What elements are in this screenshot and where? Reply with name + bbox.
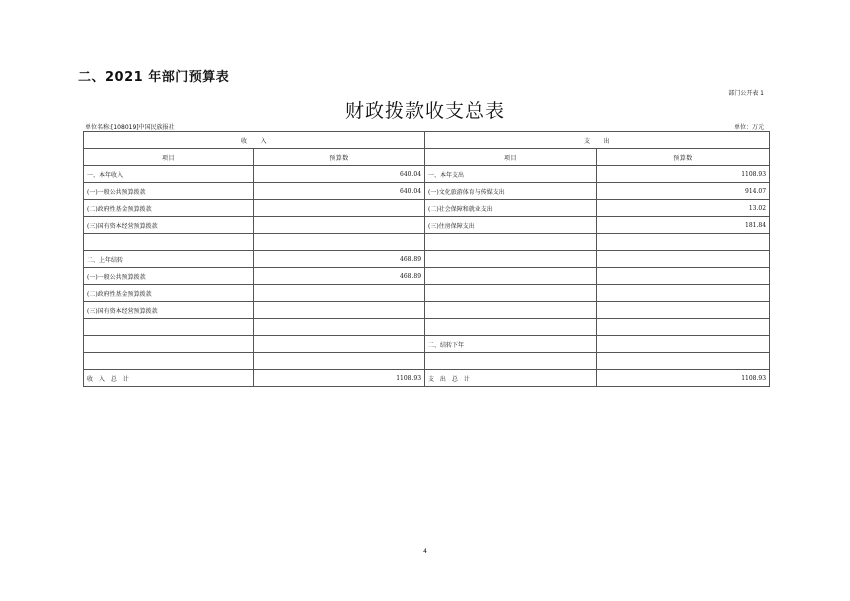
income-value-cell: [254, 234, 425, 251]
income-value-cell: [254, 285, 425, 302]
expense-item-cell: 二、结转下年: [425, 336, 597, 353]
expense-value-cell: [597, 336, 770, 353]
income-value-cell: [254, 217, 425, 234]
expense-value-cell: 1108.93: [597, 166, 770, 183]
income-item-cell: (一)一般公共预算拨款: [84, 268, 254, 285]
header-row-sections: [84, 132, 770, 149]
expense-value-cell: [597, 302, 770, 319]
expense-total-label: 支 出 总 计: [425, 370, 597, 387]
income-item-cell: (三)国有资本经营预算拨款: [84, 217, 254, 234]
expense-value-cell: [597, 285, 770, 302]
income-value-cell: 640.04: [254, 166, 425, 183]
totals-row: [84, 370, 770, 387]
expense-value-cell: 181.84: [597, 217, 770, 234]
income-value-cell: 640.04: [254, 183, 425, 200]
income-item-cell: (二)政府性基金预算拨款: [84, 200, 254, 217]
income-item-cell: [84, 234, 254, 251]
table-row: [84, 234, 770, 251]
expense-value-cell: [597, 234, 770, 251]
page-number: 4: [423, 548, 427, 555]
expense-item-cell: (三)住房保障支出: [425, 217, 597, 234]
income-item-cell: 二、上年结转: [84, 251, 254, 268]
income-value-cell: [254, 319, 425, 336]
income-value-cell: 468.89: [254, 251, 425, 268]
expense-value-cell: 13.02: [597, 200, 770, 217]
expense-item-cell: [425, 353, 597, 370]
income-total-label: 收 入 总 计: [84, 370, 254, 387]
income-item-cell: (一)一般公共预算拨款: [84, 183, 254, 200]
expense-item-header: 项目: [425, 149, 597, 166]
expense-item-cell: (一)文化旅游体育与传媒支出: [425, 183, 597, 200]
unit-label: 单位：万元: [733, 124, 764, 131]
expense-header: 支 出: [425, 132, 770, 149]
expense-item-cell: [425, 268, 597, 285]
income-value-cell: [254, 200, 425, 217]
expense-budget-header: 预算数: [597, 149, 770, 166]
income-item-cell: [84, 353, 254, 370]
table-row: [84, 166, 770, 183]
income-header: 收 入: [84, 132, 425, 149]
budget-table: [83, 131, 770, 387]
income-item-cell: (三)国有资本经营预算拨款: [84, 302, 254, 319]
expense-item-cell: [425, 302, 597, 319]
header-row-columns: [84, 149, 770, 166]
table-row: [84, 183, 770, 200]
table-row: [84, 302, 770, 319]
table-row: [84, 268, 770, 285]
expense-value-cell: [597, 251, 770, 268]
expense-value-cell: [597, 268, 770, 285]
income-item-cell: (二)政府性基金预算拨款: [84, 285, 254, 302]
expense-value-cell: [597, 319, 770, 336]
income-item-cell: 一、本年收入: [84, 166, 254, 183]
table-row: [84, 200, 770, 217]
unit-name: 单位名称:[108019]中国民族报社: [85, 124, 175, 131]
income-total-value: 1108.93: [254, 370, 425, 387]
table-row: [84, 217, 770, 234]
expense-item-cell: [425, 234, 597, 251]
table-row: [84, 285, 770, 302]
table-tag: 部门公开表 1: [728, 90, 764, 97]
income-value-cell: [254, 353, 425, 370]
income-item-cell: [84, 336, 254, 353]
income-budget-header: 预算数: [254, 149, 425, 166]
expense-item-cell: 一、本年支出: [425, 166, 597, 183]
income-value-cell: [254, 336, 425, 353]
section-heading: 二、2021 年部门预算表: [78, 70, 230, 85]
expense-item-cell: [425, 319, 597, 336]
income-value-cell: 468.89: [254, 268, 425, 285]
expense-total-value: 1108.93: [597, 370, 770, 387]
expense-value-cell: [597, 353, 770, 370]
expense-value-cell: 914.07: [597, 183, 770, 200]
table-row: [84, 336, 770, 353]
table-row: [84, 251, 770, 268]
table-row: [84, 319, 770, 336]
income-item-cell: [84, 319, 254, 336]
table-row: [84, 353, 770, 370]
expense-item-cell: [425, 251, 597, 268]
expense-item-cell: (二)社会保障和就业支出: [425, 200, 597, 217]
income-value-cell: [254, 302, 425, 319]
expense-item-cell: [425, 285, 597, 302]
income-item-header: 项目: [84, 149, 254, 166]
page-title: 财政拨款收支总表: [344, 100, 505, 122]
